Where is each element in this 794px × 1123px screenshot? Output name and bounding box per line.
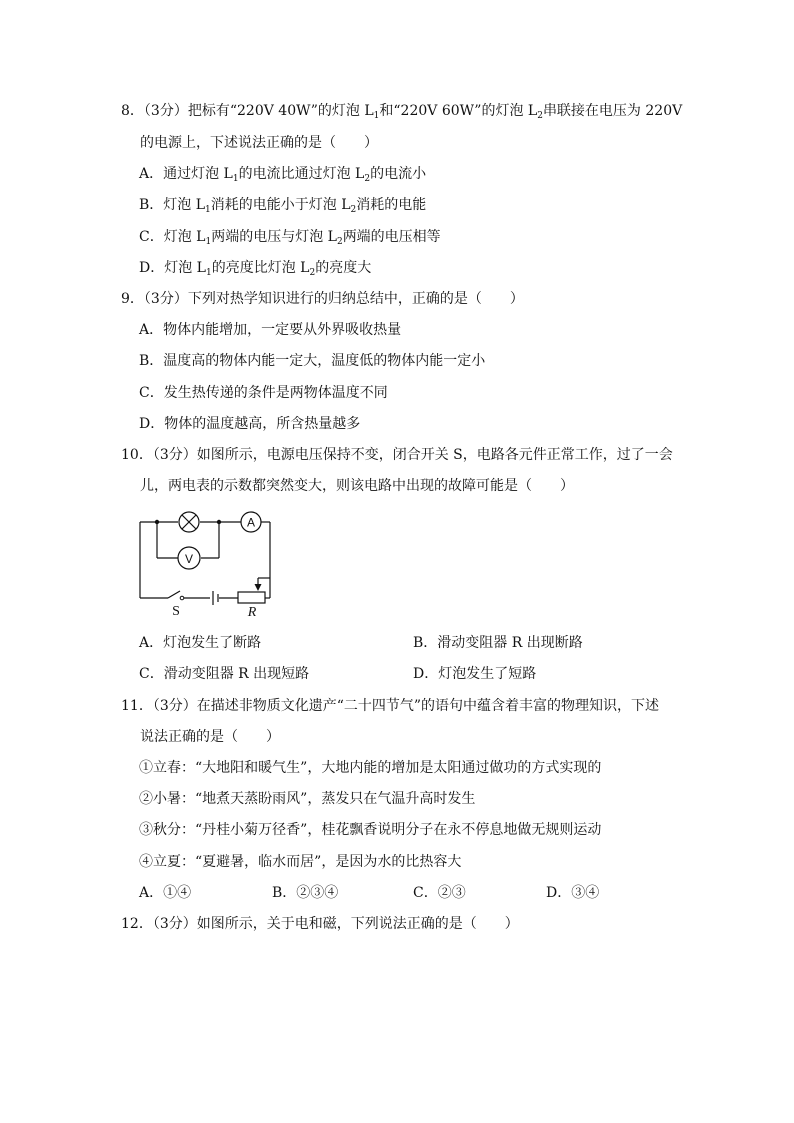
voltmeter-label: V [184,552,194,566]
q8-stem-part: 串联接在电压为 220V [542,103,683,119]
q11-option-b: B．②③④ [272,885,339,901]
switch-label: S [172,604,180,619]
q9-stem: 9．（3分）下列对热学知识进行的归纳总结中，正确的是（ ） [121,291,524,307]
q10-option-b: B．滑动变阻器 R 出现断路 [413,635,583,651]
q10-option-d: D．灯泡发生了短路 [413,666,537,682]
q8-option-c: C．灯泡 $L_1$两端的电压与灯泡 $L_2$两端的电压相等 [139,229,441,247]
q8-option-a: A．通过灯泡 $L_1$的电流比通过灯泡 $L_2$的电流小 [139,166,427,184]
q10-stem-line1: 10．（3分）如图所示，电源电压保持不变，闭合开关 S，电路各元件正常工作，过了一会 [121,447,673,463]
q9-option-c: C．发生热传递的条件是两物体温度不同 [139,385,388,401]
q11-option-d: D．③④ [546,885,600,901]
q11-item-4: ④立夏：“夏避暑，临水而居”，是因为水的比热容大 [139,854,462,870]
q9-option-b: B．温度高的物体内能一定大，温度低的物体内能一定小 [139,353,486,369]
q12-stem: 12．（3分）如图所示，关于电和磁，下列说法正确的是（ ） [121,916,519,932]
q10-option-a: A．灯泡发生了断路 [139,635,262,651]
q8-stem-line1 [121,101,682,121]
q8-stem-part: 把标有“220V 40W”的灯泡 L [187,103,374,119]
q11-stem-line1: 11．（3分）在描述非物质文化遗产“二十四节气”的语句中蕴含着丰富的物理知识，下述 [121,698,660,714]
q11-option-c: C．②③ [413,885,466,901]
q10-circuit-diagram [130,508,280,620]
q8-option-b: B．灯泡 $L_1$消耗的电能小于灯泡 $L_2$消耗的电能 [139,197,427,215]
q8-option-d: D．灯泡 $L_1$的亮度比灯泡 $L_2$的亮度大 [139,260,372,278]
q8-stem-part: 和“220V 60W”的灯泡 L [379,103,538,119]
q10-option-c: C．滑动变阻器 R 出现短路 [139,666,310,682]
q11-option-a: A．①④ [139,885,192,901]
q9-option-d: D．物体的温度越高，所含热量越多 [139,416,361,432]
q9-option-a: A．物体内能增加，一定要从外界吸收热量 [139,322,402,338]
q8-subscript: 1 [373,111,380,121]
q11-item-2: ②小暑：“地煮天蒸盼雨风”，蒸发只在气温升高时发生 [139,791,476,807]
q8-score: （3分） [143,103,188,119]
q8-number: 8． [121,103,144,119]
q11-item-1: ①立春：“大地阳和暖气生”，大地内能的增加是太阳通过做功的方式实现的 [139,760,602,776]
q11-item-3: ③秋分：“丹桂小菊万径香”，桂花飘香说明分子在永不停息地做无规则运动 [139,822,602,838]
rheostat-label: R [247,605,257,620]
q11-stem-line2: 说法正确的是（ ） [140,729,280,745]
q10-stem-line2: 儿，两电表的示数都突然变大，则该电路中出现的故障可能是（ ） [140,478,574,494]
q8-subscript: 2 [537,111,543,121]
ammeter-label: A [246,515,256,530]
q8-stem-line2: 的电源上，下述说法正确的是（ ） [140,135,378,151]
